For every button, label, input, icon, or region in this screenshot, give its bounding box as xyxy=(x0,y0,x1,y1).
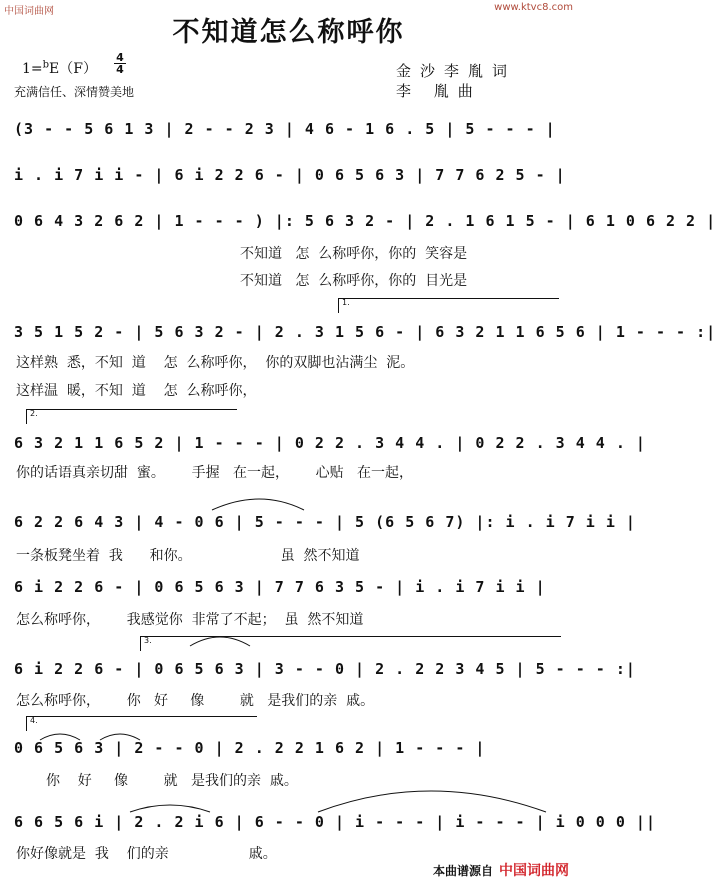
notation-line-1: (3 - - 5 6 1 3 | 2 - - 2 3 | 4 6 - 1 6 . 5 | 5 - - - | xyxy=(14,120,556,138)
lyric-line-3: 这样熟 悉，不知 道 怎 么称呼你， 你的双脚也沾满尘 泥。 xyxy=(16,355,415,371)
watermark-left: 中国词曲网 xyxy=(4,6,54,17)
lyric-line-4: 这样温 暖，不知 道 怎 么称呼你， xyxy=(16,383,257,399)
footer-source: 本曲谱源自 中国词曲网 xyxy=(432,863,569,879)
slur-2 xyxy=(190,637,250,646)
notation-line-3: 0 6 4 3 2 6 2 | 1 - - - ) |: 5 6 3 2 - | 2 . 1 6 1 5 - | 6 1 0 6 2 2 | xyxy=(14,212,716,230)
lyric-line-7: 怎么称呼你， 我感觉你 非常了不起； 虽 然不知道 xyxy=(16,612,364,628)
notation-line-7: 6 i 2 2 6 - | 0 6 5 6 3 | 7 7 6 3 5 - | i . i 7 i i | xyxy=(14,578,546,596)
lyric-line-2: 不知道 怎 么称呼你，你的 目光是 xyxy=(240,273,468,289)
expression-marking: 充满信任、深情赞美地 xyxy=(14,85,135,99)
volta-2: 2. xyxy=(26,409,237,424)
volta-4: 4. xyxy=(26,716,257,731)
notation-line-2: i . i 7 i i - | 6 i 2 2 6 - | 0 6 5 6 3 | 7 7 6 2 5 - | xyxy=(14,166,566,184)
slur-6 xyxy=(318,791,546,812)
lyric-line-8: 怎么称呼你， 你 好 像 就 是我们的亲 戚。 xyxy=(16,693,375,709)
watermark-right: www.ktvc8.com xyxy=(494,2,573,13)
volta-3: 3. xyxy=(140,636,561,651)
lyric-line-10: 你好像就是 我 们的亲 戚。 xyxy=(16,846,277,862)
lyric-line-9: 你 好 像 就 是我们的亲 戚。 xyxy=(46,773,298,789)
slur-4 xyxy=(100,734,140,740)
lyric-line-6: 一条板凳坐着 我 和你。 虽 然不知道 xyxy=(16,548,360,564)
lyric-line-1: 不知道 怎 么称呼你，你的 笑容是 xyxy=(240,246,468,262)
notation-line-6: 6 2 2 6 4 3 | 4 - 0 6 | 5 - - - | 5 (6 5 6 7) |: i . i 7 i i | xyxy=(14,513,636,531)
notation-line-9: 0 6 5 6 3 | 2 - - 0 | 2 . 2 2 1 6 2 | 1 - - - | xyxy=(14,739,486,757)
notation-line-5: 6 3 2 1 1 6 5 2 | 1 - - - | 0 2 2 . 3 4 4 . | 0 2 2 . 3 4 4 . | xyxy=(14,434,646,452)
notation-line-8: 6 i 2 2 6 - | 0 6 5 6 3 | 3 - - 0 | 2 . 2 2 3 4 5 | 5 - - - :| xyxy=(14,660,636,678)
slur-3 xyxy=(40,734,80,740)
composer-credit: 李 胤曲 xyxy=(396,82,482,100)
slur-5 xyxy=(130,805,210,812)
slur-1 xyxy=(212,499,304,510)
time-signature: 4 4 xyxy=(114,52,126,75)
key-signature: 1=$^b$E（F） xyxy=(22,59,97,77)
notation-line-10: 6 6 5 6 i | 2 . 2 i 6 | 6 - - 0 | i - - - | i - - - | i 0 0 0 || xyxy=(14,813,656,831)
volta-1: 1. xyxy=(338,298,559,313)
notation-line-4: 3 5 1 5 2 - | 5 6 3 2 - | 2 . 3 1 5 6 - | 6 3 2 1 1 6 5 6 | 1 - - - :| xyxy=(14,323,716,341)
lyric-line-5: 你的话语真亲切甜 蜜。 手握 在一起， 心贴 在一起， xyxy=(16,465,414,481)
song-title: 不知道怎么称呼你 xyxy=(172,17,405,48)
lyricist-credit: 金沙李胤词 xyxy=(396,62,517,80)
